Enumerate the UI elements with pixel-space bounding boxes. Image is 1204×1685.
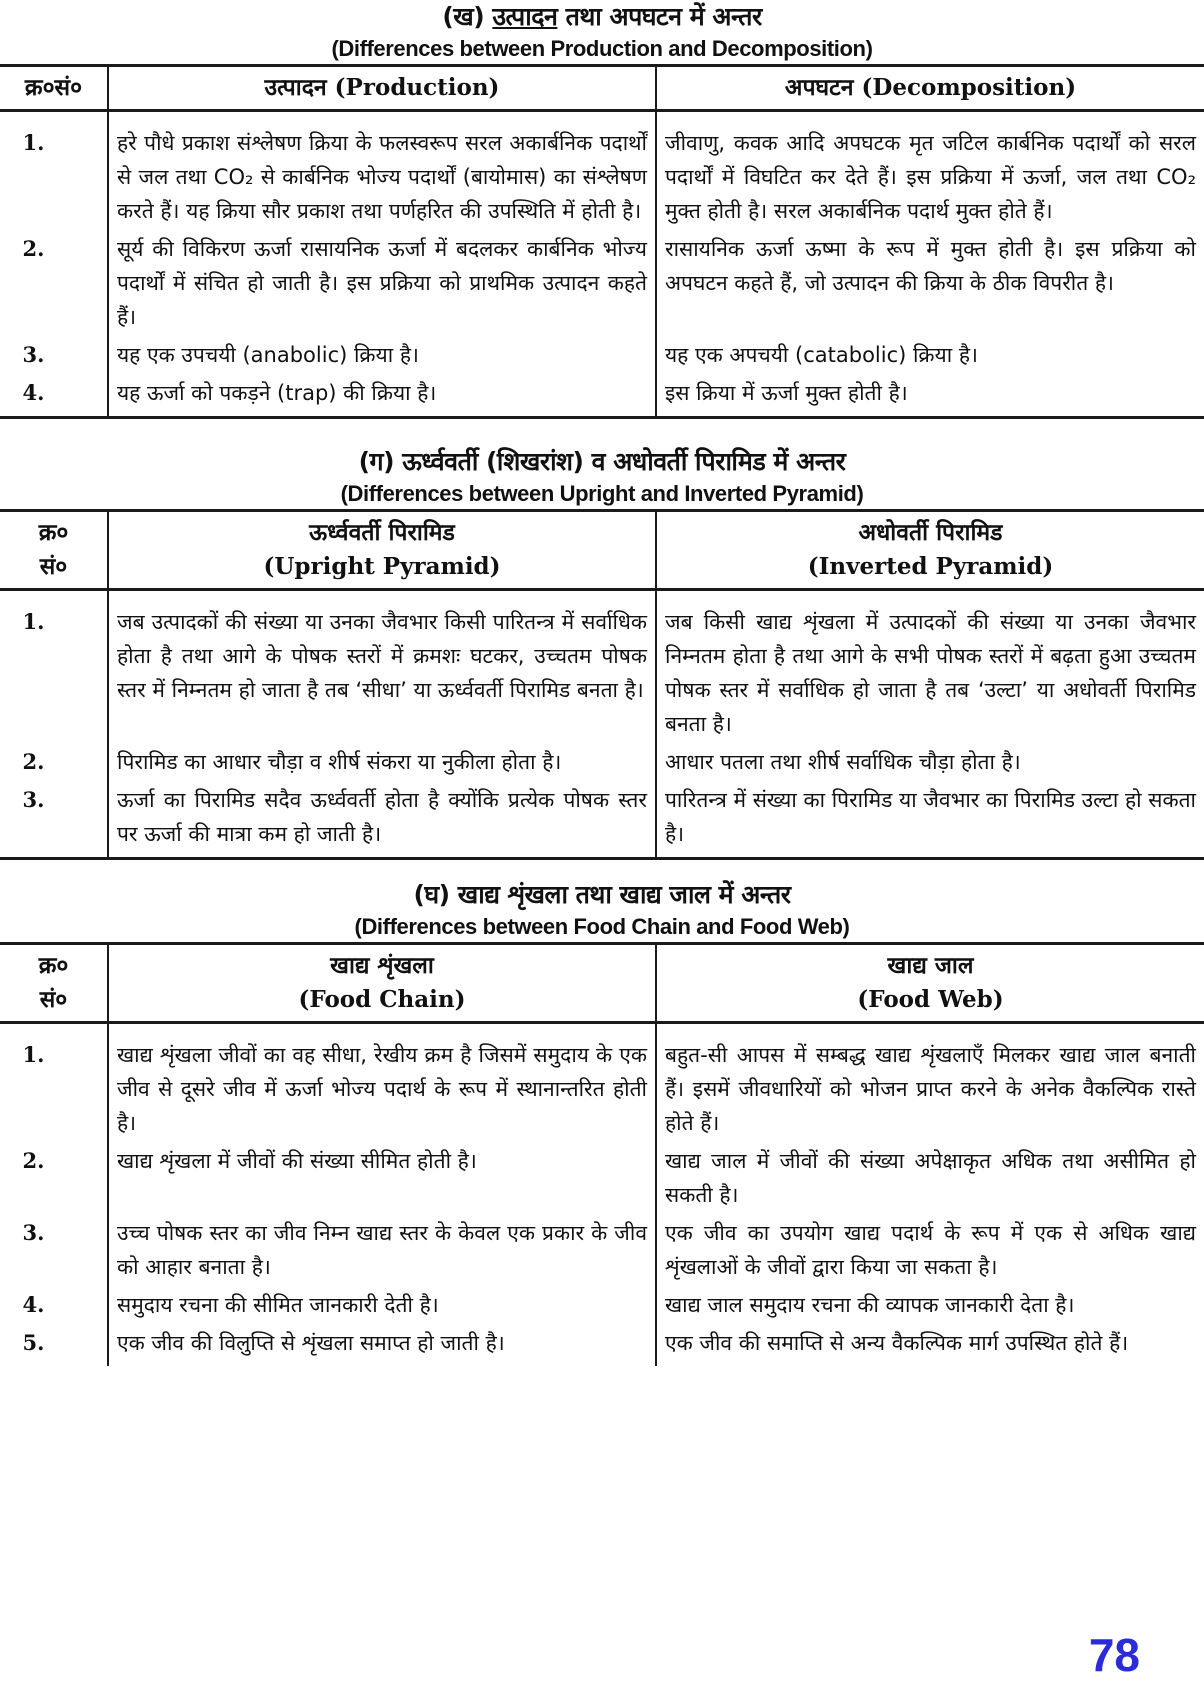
section-production-decomposition: [0, 0, 1204, 419]
table-row: [0, 1322, 1204, 1366]
row-number: 3.: [22, 1220, 45, 1245]
table-row: [0, 1212, 1204, 1284]
row-number: 4.: [22, 1292, 45, 1317]
table-row: [0, 1284, 1204, 1322]
row-number: 4.: [22, 380, 45, 405]
header-hindi-label: खाद्य जाल: [887, 952, 974, 979]
header-serial-line2: सं०: [39, 553, 68, 580]
table-row: [0, 1140, 1204, 1212]
section-upright-inverted-pyramid: [0, 445, 1204, 860]
header-production: उत्पादन (Production): [108, 66, 656, 111]
decomposition-cell: इस क्रिया में ऊर्जा मुक्त होती है।: [656, 372, 1204, 418]
production-cell: यह एक उपचयी (anabolic) क्रिया है।: [108, 334, 656, 372]
row-number: 1.: [22, 609, 45, 634]
row-number: 3.: [22, 342, 45, 367]
header-english-label: (Upright Pyramid): [263, 553, 501, 580]
table-row: [0, 590, 1204, 742]
header-food-chain: [108, 944, 656, 1023]
production-cell: हरे पौधे प्रकाश संश्लेषण क्रिया के फलस्वरूप सरल अकार्बनिक पदार्थों से जल तथा CO₂ से कार्बनिक भोज्य पदार्थों (बायोमास) का संश्लेषण करते हैं। यह क्रिया सौर प्रकाश तथा पर्णहरित की उपस्थिति में होती है।: [108, 111, 656, 229]
row-number: 5.: [22, 1330, 45, 1355]
row-number: 1.: [22, 1042, 45, 1067]
header-serial-line1: क्र०: [38, 519, 69, 546]
header-serial-line1: क्र०: [38, 952, 69, 979]
header-food-web: [656, 944, 1204, 1023]
section-food-chain-food-web: [0, 878, 1204, 1366]
comparison-table: [0, 64, 1204, 419]
section-title-prefix: (ख): [442, 2, 493, 31]
inverted-pyramid-cell: आधार पतला तथा शीर्ष सर्वाधिक चौड़ा होता है।: [656, 741, 1204, 779]
food-chain-cell: समुदाय रचना की सीमित जानकारी देती है।: [108, 1284, 656, 1322]
food-web-cell: खाद्य जाल समुदाय रचना की व्यापक जानकारी देता है।: [656, 1284, 1204, 1322]
table-row: [0, 228, 1204, 334]
section-title-rest: तथा अपघटन में अन्तर: [557, 2, 762, 31]
decomposition-cell: जीवाणु, कवक आदि अपघटक मृत जटिल कार्बनिक पदार्थों को सरल पदार्थों में विघटित कर देते हैं। इस प्रक्रिया में ऊर्जा, जल तथा CO₂ मुक्त होती है। सरल अकार्बनिक पदार्थ मुक्त होते हैं।: [656, 111, 1204, 229]
section-title: (घ) खाद्य शृंखला तथा खाद्य जाल में अन्तर: [413, 880, 791, 909]
food-chain-cell: खाद्य शृंखला जीवों का वह सीधा, रेखीय क्रम है जिसमें समुदाय के एक जीव से दूसरे जीव में ऊर्जा भोज्य पदार्थ के रूप में स्थानान्तरित होती है।: [108, 1023, 656, 1141]
upright-pyramid-cell: ऊर्जा का पिरामिड सदैव ऊर्ध्ववर्ती होता है क्योंकि प्रत्येक पोषक स्तर पर ऊर्जा की मात्रा कम हो जाती है।: [108, 779, 656, 859]
food-web-cell: खाद्य जाल में जीवों की संख्या अपेक्षाकृत अधिक तथा असीमित हो सकती है।: [656, 1140, 1204, 1212]
header-hindi-label: अधोवर्ती पिरामिड: [858, 519, 1003, 546]
table-header-row: [0, 66, 1204, 111]
production-cell: सूर्य की विकिरण ऊर्जा रासायनिक ऊर्जा में बदलकर कार्बनिक भोज्य पदार्थों में संचित हो जाती है। इस प्रक्रिया को प्राथमिक उत्पादन कहते हैं।: [108, 228, 656, 334]
table-row: [0, 372, 1204, 418]
header-english-label: (Inverted Pyramid): [807, 553, 1054, 580]
row-number: 1.: [22, 130, 45, 155]
section-title: (ग) ऊर्ध्ववर्ती (शिखरांश) व अधोवर्ती पिरामिड में अन्तर: [358, 447, 846, 476]
decomposition-cell: यह एक अपचयी (catabolic) क्रिया है।: [656, 334, 1204, 372]
inverted-pyramid-cell: जब किसी खाद्य शृंखला में उत्पादकों की संख्या या उनका जैवभार निम्नतम होता है तथा आगे के सभी पोषक स्तरों में बढ़ता हुआ उच्चतम पोषक स्तर में सर्वाधिक हो जाता है तब ‘उल्टा’ या अधोवर्ती पिरामिड बनता है।: [656, 590, 1204, 742]
section-subtitle: (Differences between Upright and Inverted Pyramid): [340, 481, 864, 506]
row-number: 2.: [22, 749, 45, 774]
header-english-label: (Food Chain): [298, 986, 466, 1013]
upright-pyramid-cell: जब उत्पादकों की संख्या या उनका जैवभार किसी पारितन्त्र में सर्वाधिक होता है तथा आगे के पोषक स्तरों में क्रमशः घटकर, उच्चतम पोषक स्तर में निम्नतम हो जाता है तब ‘सीधा’ या ऊर्ध्ववर्ती पिरामिड बनता है।: [108, 590, 656, 742]
page-number: 78: [1088, 1629, 1140, 1681]
row-number: 3.: [22, 787, 45, 812]
food-web-cell: बहुत-सी आपस में सम्बद्ध खाद्य शृंखलाएँ मिलकर खाद्य जाल बनाती हैं। इसमें जीवधारियों को भोजन प्राप्त करने के अनेक वैकल्पिक रास्ते होते हैं।: [656, 1023, 1204, 1141]
comparison-table: [0, 509, 1204, 860]
table-header-row: [0, 511, 1204, 590]
row-number: 2.: [22, 1148, 45, 1173]
header-serial-number: [0, 511, 108, 590]
table-row: [0, 741, 1204, 779]
upright-pyramid-cell: पिरामिड का आधार चौड़ा व शीर्ष संकरा या नुकीला होता है।: [108, 741, 656, 779]
section-subtitle: (Differences between Production and Decomposition): [331, 36, 873, 61]
production-cell: यह ऊर्जा को पकड़ने (trap) की क्रिया है।: [108, 372, 656, 418]
inverted-pyramid-cell: पारितन्त्र में संख्या का पिरामिड या जैवभार का पिरामिड उल्टा हो सकता है।: [656, 779, 1204, 859]
header-hindi-label: ऊर्ध्ववर्ती पिरामिड: [309, 519, 455, 546]
food-chain-cell: उच्च पोषक स्तर का जीव निम्न खाद्य स्तर के केवल एक प्रकार के जीव को आहार बनाता है।: [108, 1212, 656, 1284]
table-row: [0, 779, 1204, 859]
header-serial-line2: सं०: [39, 986, 68, 1013]
comparison-table: [0, 942, 1204, 1366]
header-decomposition: अपघटन (Decomposition): [656, 66, 1204, 111]
table-row: [0, 334, 1204, 372]
row-number: 2.: [22, 236, 45, 261]
header-hindi-label: खाद्य शृंखला: [330, 952, 434, 979]
header-serial-number: क्र०सं०: [0, 66, 108, 111]
food-web-cell: एक जीव की समाप्ति से अन्य वैकल्पिक मार्ग उपस्थित होते हैं।: [656, 1322, 1204, 1366]
header-inverted-pyramid: [656, 511, 1204, 590]
header-english-label: (Food Web): [857, 986, 1004, 1013]
table-header-row: [0, 944, 1204, 1023]
section-title: [0, 0, 1204, 34]
header-serial-number: [0, 944, 108, 1023]
decomposition-cell: रासायनिक ऊर्जा ऊष्मा के रूप में मुक्त होती है। इस प्रक्रिया को अपघटन कहते हैं, जो उत्पादन की क्रिया के ठीक विपरीत है।: [656, 228, 1204, 334]
table-row: [0, 1023, 1204, 1141]
food-web-cell: एक जीव का उपयोग खाद्य पदार्थ के रूप में एक से अधिक खाद्य शृंखलाओं के जीवों द्वारा किया जा सकता है।: [656, 1212, 1204, 1284]
food-chain-cell: खाद्य शृंखला में जीवों की संख्या सीमित होती है।: [108, 1140, 656, 1212]
section-subtitle: (Differences between Food Chain and Food Web): [354, 914, 850, 939]
header-upright-pyramid: [108, 511, 656, 590]
table-row: [0, 111, 1204, 229]
section-title-underlined: उत्पादन: [492, 2, 558, 31]
food-chain-cell: एक जीव की विलुप्ति से शृंखला समाप्त हो जाती है।: [108, 1322, 656, 1366]
